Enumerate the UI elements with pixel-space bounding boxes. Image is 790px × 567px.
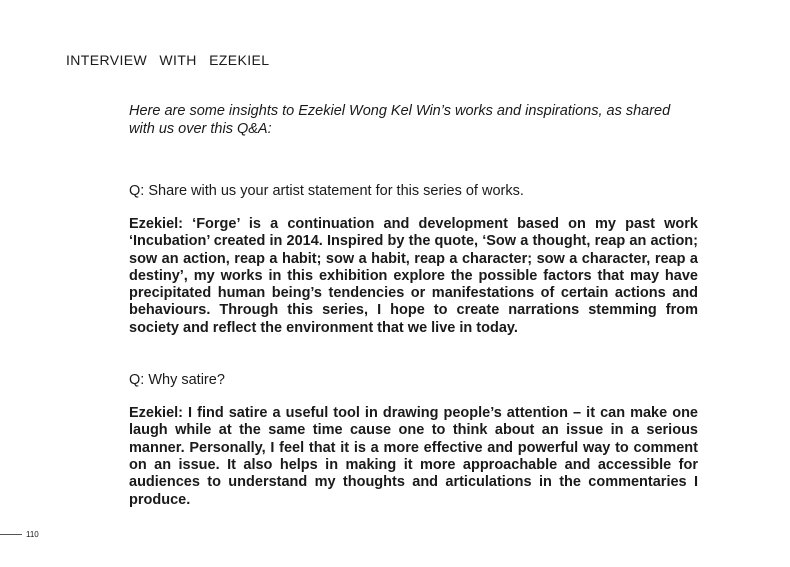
- page-title: INTERVIEW WITH EZEKIEL: [66, 52, 270, 68]
- footer-rule: [0, 534, 22, 535]
- page-footer: [0, 528, 39, 540]
- page-number: 110: [26, 529, 39, 539]
- question-2: Q: Why satire?: [129, 372, 225, 389]
- interview-content: [129, 102, 698, 543]
- answer-1: Ezekiel: ‘Forge’ is a continuation and development based on my past work ‘Incubation’ created in 2014. Inspired by the quote, ‘Sow a thought, reap an action; sow an action, reap a habit; sow a habit, reap a character; sow a character, reap a destiny’, my works in this exhibition explore the possible factors that may have precipitated human being’s tendencies or manifestations of certain actions and behaviours. Through this series, I hope to create narrations stemming from society and reflect the environment that we live in today.: [129, 216, 698, 336]
- answer-2: Ezekiel: I find satire a useful tool in drawing people’s attention – it can make one laugh while at the same time cause one to think about an issue in a serious manner. Personally, I feel that it is a more effective and powerful way to comment on an issue. It also helps in making it more approachable and accessible for audiences to understand my thoughts and articulations in the commentaries I produce.: [129, 405, 698, 508]
- intro-text: Here are some insights to Ezekiel Wong Kel Win’s works and inspirations, as shared with us over this Q&A:: [129, 103, 671, 137]
- question-1: Q: Share with us your artist statement for this series of works.: [129, 183, 524, 199]
